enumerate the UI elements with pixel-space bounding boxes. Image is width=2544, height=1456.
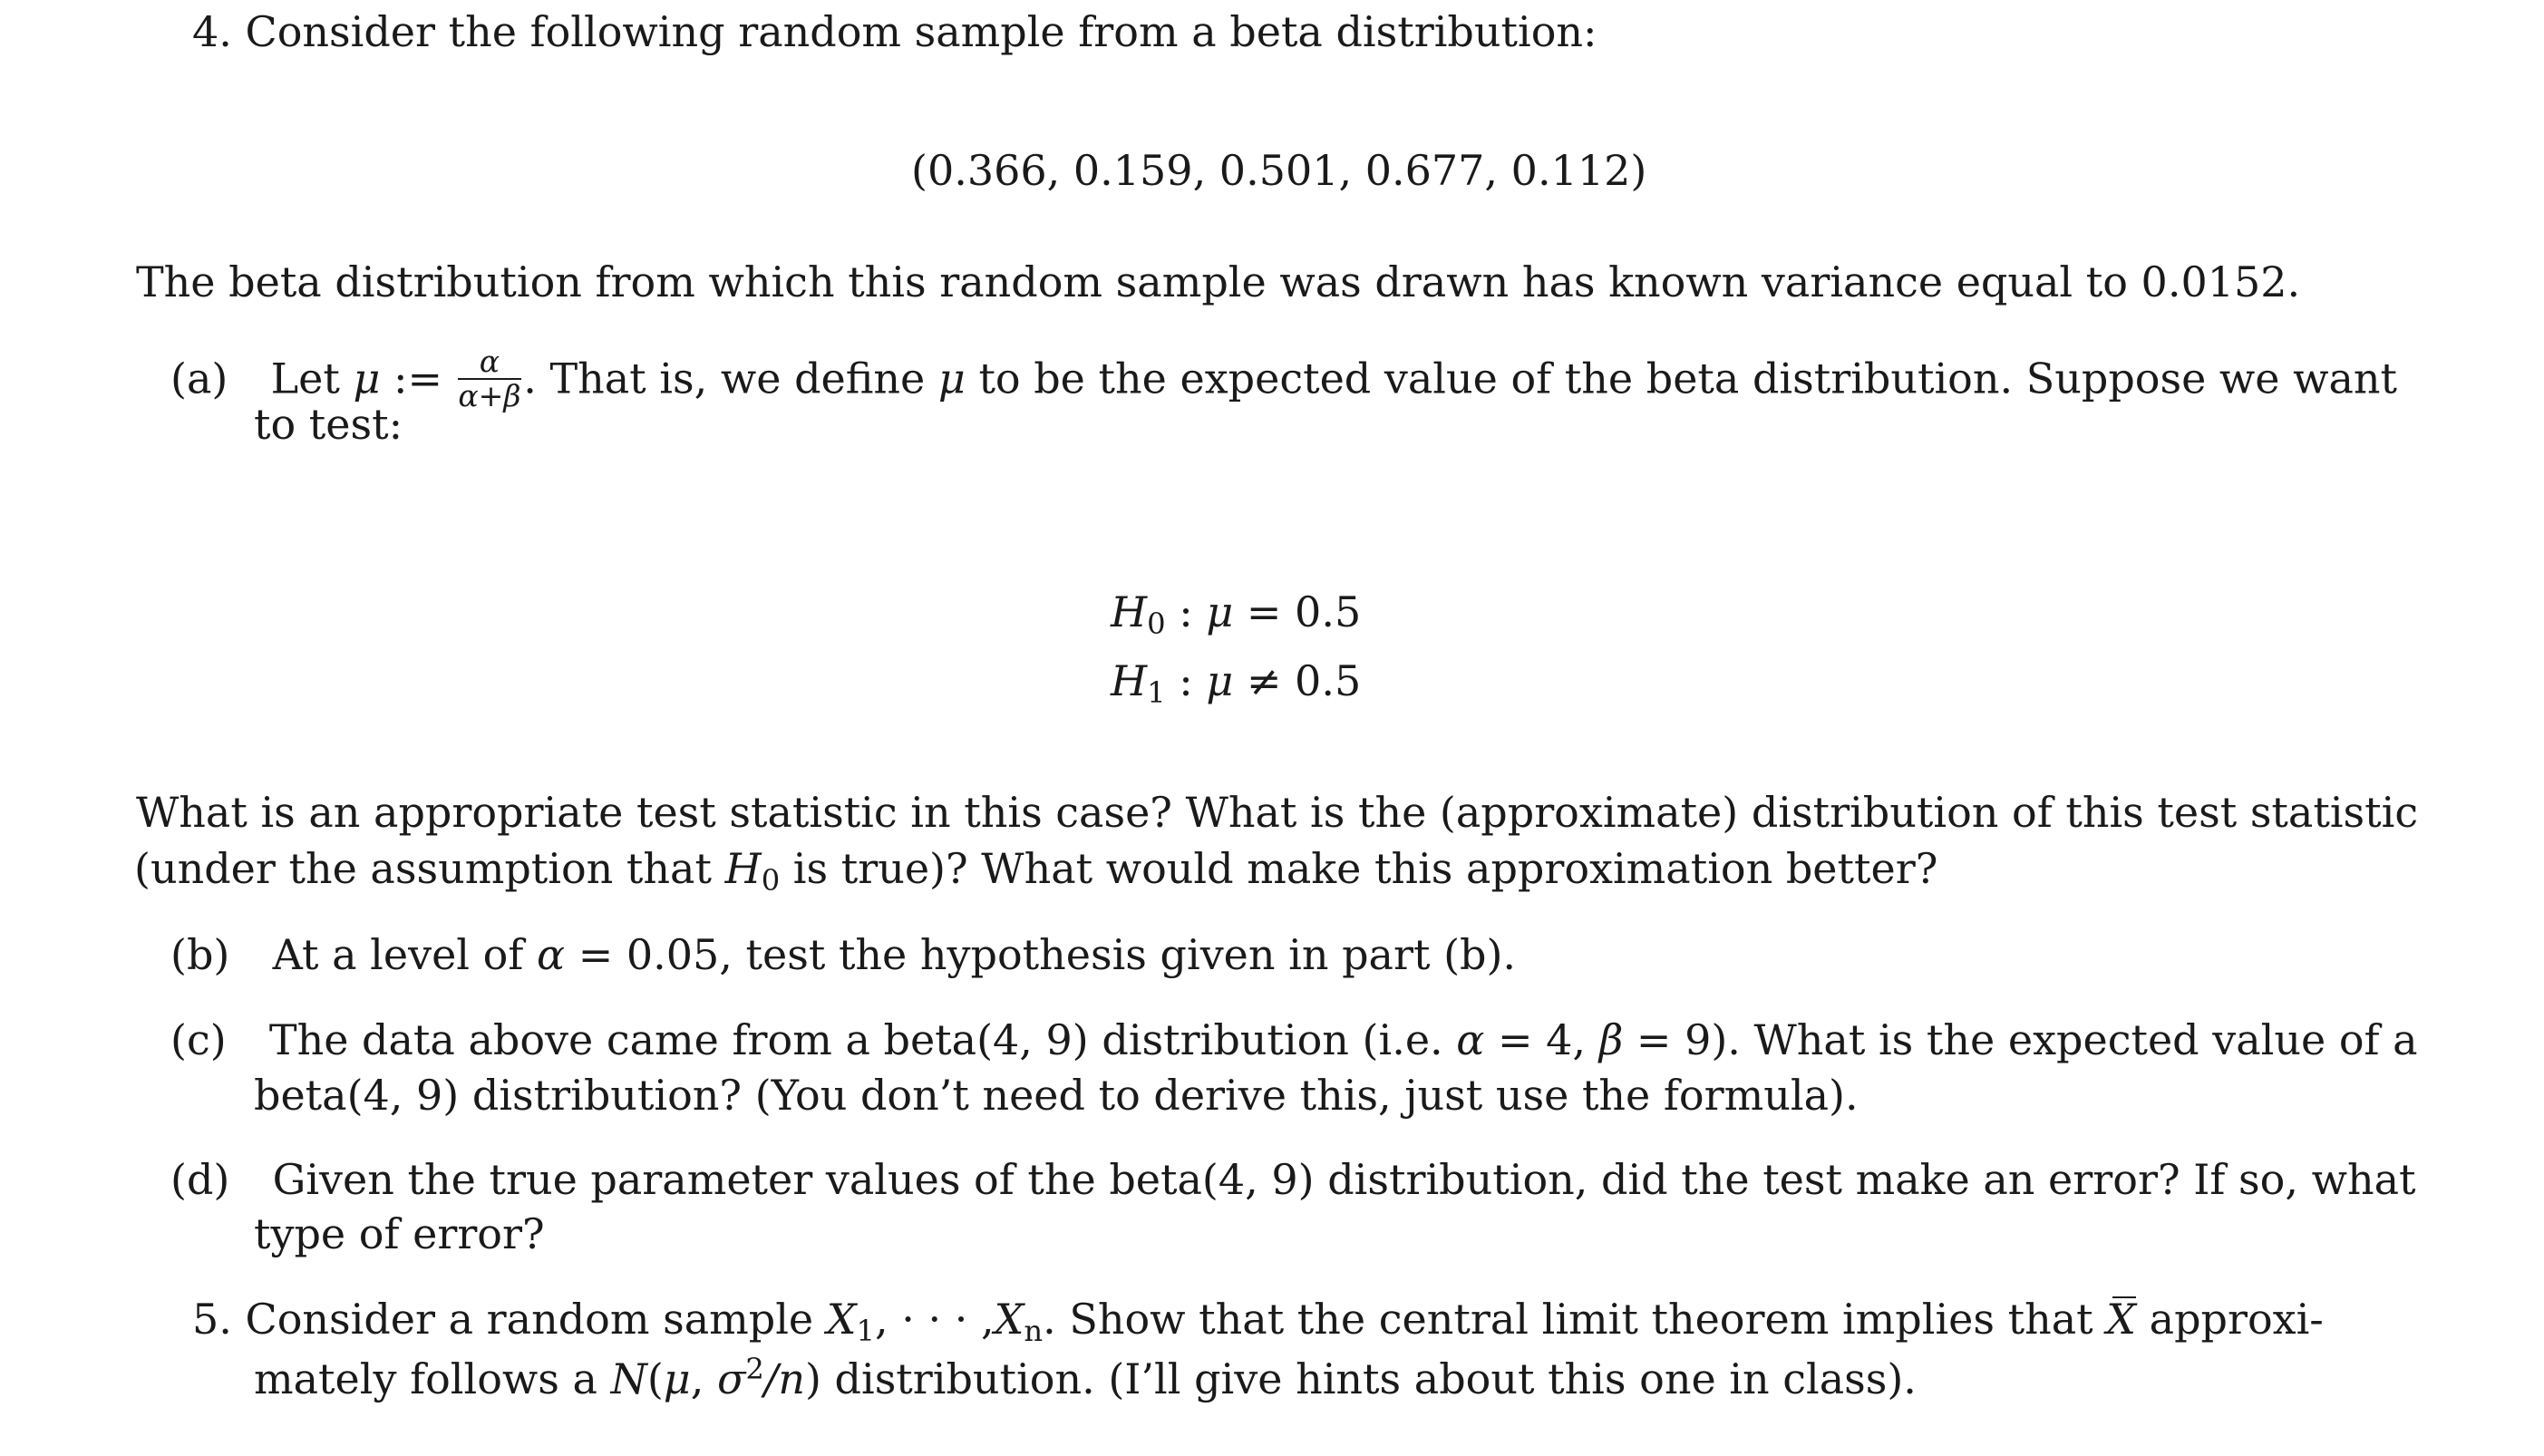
part-d-label: (d) <box>170 1155 230 1204</box>
part-d-line1 <box>170 1155 2416 1204</box>
q5-text-a: Consider a random sample <box>245 1295 814 1344</box>
h1-colon: : <box>1179 656 1207 705</box>
part-c-text-a: The data above came from a beta(4, 9) distribution (i.e. <box>268 1015 1443 1064</box>
q4-number: 4. <box>192 7 232 56</box>
variance-sentence: The beta distribution from which this random sample was drawn has known variance equal to 0.0152. <box>136 257 2301 306</box>
part-a-line1 <box>170 346 2397 412</box>
part-a-mu-2: μ <box>937 354 966 403</box>
part-c-line1 <box>170 1015 2418 1064</box>
q5-over-n: /n <box>763 1354 805 1404</box>
q4-heading <box>192 7 1597 56</box>
h0-mu: μ <box>1206 587 1234 636</box>
null-hypothesis <box>1111 587 1362 642</box>
q5-sub1: 1 <box>856 1314 875 1349</box>
fraction-denominator: α+β <box>458 378 521 414</box>
q5-text-d: mately follows a <box>254 1354 597 1404</box>
part-c-line2: beta(4, 9) distribution? (You don’t need to derive this, just use the formula). <box>254 1071 1859 1120</box>
part-a-defeq: := <box>393 354 443 403</box>
part-a-line2: to test: <box>254 400 403 449</box>
question-h0-symbol: H <box>724 844 762 893</box>
q5-paren-close: ) <box>804 1354 821 1404</box>
q5-text-b: . Show that the central limit theorem implies that <box>1043 1295 2093 1344</box>
q5-text-e: distribution. (I’ll give hints about this one in class). <box>834 1354 1917 1404</box>
question-line2-end: is true)? What would make this approximation better? <box>792 844 1938 893</box>
sample-tuple: (0.366, 0.159, 0.501, 0.677, 0.112) <box>911 146 1647 195</box>
part-c-alpha: α <box>1456 1015 1485 1064</box>
part-a-let: Let <box>270 354 340 403</box>
q5-line2 <box>254 1352 1917 1404</box>
q5-x1: X <box>826 1295 857 1344</box>
h1-mu: μ <box>1206 656 1234 705</box>
part-c-text-b: = 4, <box>1498 1015 1587 1064</box>
part-b <box>170 930 1517 979</box>
q5-mu: μ <box>663 1354 691 1404</box>
alternative-hypothesis <box>1111 656 1362 711</box>
q5-text-c: approxi- <box>2149 1295 2324 1344</box>
h1-value: ≠ 0.5 <box>1233 656 1362 705</box>
part-d-line2: type of error? <box>254 1209 545 1258</box>
q5-dots: , · · · , <box>875 1295 995 1344</box>
question-h0-subscript: 0 <box>761 863 781 898</box>
h0-subscript: 0 <box>1147 607 1166 642</box>
q5-xbar: X <box>2106 1295 2137 1344</box>
q5-number: 5. <box>192 1295 232 1344</box>
fraction-numerator: α <box>458 346 520 380</box>
part-b-text-a: At a level of <box>272 930 524 979</box>
h1-subscript: 1 <box>1147 675 1166 711</box>
part-b-alpha: α <box>536 930 566 979</box>
h1-symbol: H <box>1111 656 1148 705</box>
part-a-mu: μ <box>353 354 381 403</box>
question-line2 <box>134 844 1938 898</box>
question-line1: What is an appropriate test statistic in this case? What is the (approximate) distribution of this test statistic <box>136 788 2419 837</box>
q5-paren-open: ( <box>646 1354 664 1404</box>
h0-colon: : <box>1179 587 1207 636</box>
q5-squared: 2 <box>745 1352 764 1386</box>
part-a-after: . That is, we define <box>523 354 926 403</box>
q4-intro: Consider the following random sample from a beta distribution: <box>245 7 1597 56</box>
q5-comma: , <box>690 1354 717 1404</box>
q5-xn: X <box>994 1295 1024 1344</box>
mu-fraction <box>458 346 520 412</box>
part-b-text-b: = 0.05, test the hypothesis given in part (b). <box>578 930 1517 979</box>
part-c-beta: β <box>1598 1015 1624 1064</box>
h0-symbol: H <box>1111 587 1148 636</box>
q5-normal: N <box>610 1354 647 1404</box>
part-a-label: (a) <box>170 354 228 403</box>
q5-line1 <box>192 1295 2324 1349</box>
part-c-label: (c) <box>170 1015 227 1064</box>
h0-value: = 0.5 <box>1233 587 1362 636</box>
part-d-text: Given the true parameter values of the beta(4, 9) distribution, did the test make an error? If so, what <box>272 1155 2416 1204</box>
part-b-label: (b) <box>170 930 230 979</box>
q5-sigma: σ <box>716 1354 746 1404</box>
question-line2-start: (under the assumption that <box>134 844 712 893</box>
part-a-after2: to be the expected value of the beta distribution. Suppose we want <box>978 354 2398 403</box>
part-c-text-c: = 9). What is the expected value of a <box>1636 1015 2418 1064</box>
q5-subn: n <box>1024 1314 1044 1349</box>
